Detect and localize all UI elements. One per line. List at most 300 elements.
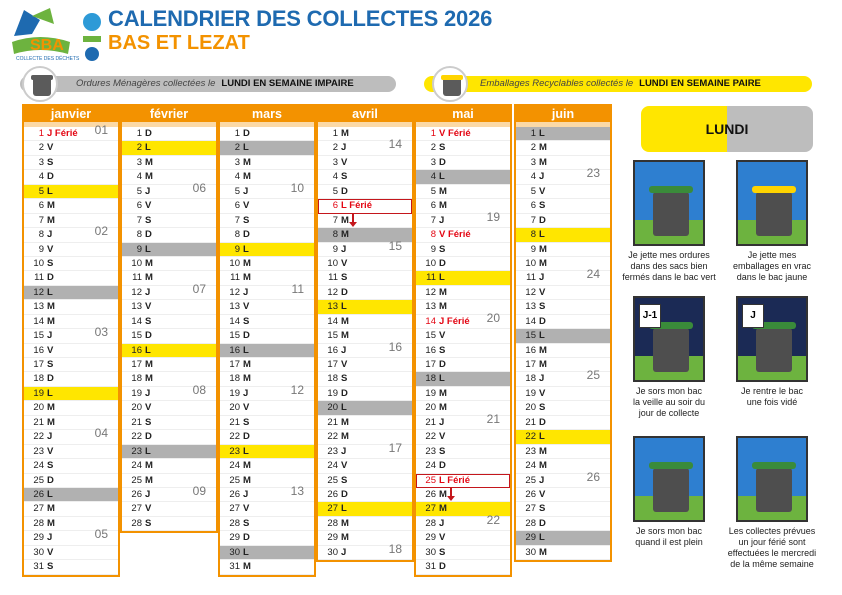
day-number: 26	[327, 488, 338, 500]
day-number: 20	[229, 402, 240, 414]
day-row	[516, 368, 610, 386]
day-letter: D	[341, 387, 348, 399]
day-row	[24, 156, 118, 170]
day-number: 25	[425, 474, 436, 486]
day-letter: D	[47, 474, 54, 486]
day-number: 24	[229, 460, 240, 472]
day-row	[516, 286, 610, 300]
day-number: 13	[525, 301, 536, 313]
day-letter: D	[243, 330, 250, 342]
day-row	[24, 445, 118, 459]
day-letter: J	[145, 286, 151, 298]
partner-logos	[80, 10, 104, 62]
day-letter: J	[243, 387, 249, 399]
day-number: 5	[136, 185, 142, 197]
day-letter: S	[145, 214, 152, 226]
day-letter: V	[243, 200, 250, 212]
day-number: 3	[136, 156, 142, 168]
day-letter: M	[243, 561, 251, 573]
day-row	[516, 430, 610, 444]
week-number: 10	[290, 180, 304, 195]
day-letter: J	[145, 185, 151, 197]
day-letter: M	[439, 301, 447, 313]
day-row	[516, 469, 610, 488]
day-number: 23	[327, 445, 338, 457]
day-letter: J	[341, 445, 347, 457]
day-row	[416, 546, 510, 560]
week-number: 17	[388, 440, 402, 455]
day-letter: L	[439, 171, 445, 183]
day-letter: S	[243, 214, 250, 226]
day-row	[220, 502, 314, 516]
day-letter: V	[341, 460, 348, 472]
day-letter: V	[341, 359, 348, 370]
day-letter: L	[439, 272, 445, 284]
day-number: 12	[131, 286, 142, 298]
day-row	[516, 401, 610, 415]
day-number: 7	[136, 214, 142, 226]
day-row	[516, 445, 610, 459]
day-row	[24, 401, 118, 415]
day-letter: S	[539, 402, 546, 414]
day-number: 5	[38, 185, 44, 197]
day-letter: D	[145, 431, 152, 443]
bin-icon	[756, 328, 792, 372]
day-letter: V	[145, 200, 152, 212]
day-number: 28	[525, 517, 536, 529]
day-letter: L	[47, 286, 53, 298]
day-number: 3	[530, 156, 536, 168]
day-row	[318, 185, 412, 199]
day-letter: D	[243, 128, 250, 139]
day-row	[220, 315, 314, 329]
day-row	[24, 527, 118, 545]
day-number: 6	[38, 200, 44, 212]
day-letter: M	[341, 431, 349, 443]
day-row	[24, 271, 118, 285]
day-number: 28	[229, 517, 240, 529]
day-row	[24, 358, 118, 372]
day-letter: M	[341, 229, 349, 241]
day-number: 13	[425, 301, 436, 313]
day-row	[516, 185, 610, 199]
day-number: 3	[234, 156, 240, 168]
day-letter: J	[145, 488, 151, 500]
day-row	[220, 483, 314, 502]
grey-bin-icon	[22, 66, 58, 102]
day-row	[220, 243, 314, 257]
month-février	[120, 104, 218, 533]
day-letter: V	[539, 387, 546, 399]
day-number: 8	[38, 229, 44, 241]
day-letter: D	[539, 517, 546, 529]
day-letter: M	[47, 200, 55, 212]
day-row	[24, 300, 118, 314]
day-letter: V	[439, 330, 446, 342]
day-letter: D	[243, 431, 250, 443]
day-number: 26	[229, 488, 240, 500]
svg-text:COLLECTE DES DÉCHETS: COLLECTE DES DÉCHETS	[16, 56, 80, 62]
day-letter: V Férié	[439, 128, 471, 139]
day-letter: J	[47, 532, 53, 544]
day-row	[220, 517, 314, 531]
day-letter: V	[243, 402, 250, 414]
day-letter: V	[145, 301, 152, 313]
day-number: 18	[33, 373, 44, 385]
instruction-picture-2	[736, 160, 808, 246]
day-row	[516, 267, 610, 285]
day-row	[220, 228, 314, 242]
day-row	[220, 180, 314, 199]
day-number: 3	[430, 156, 436, 168]
day-number: 5	[234, 185, 240, 197]
day-number: 13	[131, 301, 142, 313]
day-letter: L	[341, 301, 347, 313]
day-number: 5	[430, 185, 436, 197]
day-number: 22	[425, 431, 436, 443]
day-letter: M	[243, 171, 251, 183]
day-number: 19	[327, 387, 338, 399]
day-letter: M	[145, 171, 153, 183]
day-number: 11	[526, 272, 536, 284]
day-letter: L	[439, 373, 445, 385]
day-row	[24, 199, 118, 213]
day-row	[220, 156, 314, 170]
instruction-caption-4: Je rentre le bac une fois vidé	[740, 386, 804, 407]
day-row	[24, 426, 118, 444]
day-letter: D	[539, 315, 546, 327]
day-number: 4	[530, 171, 536, 183]
day-number: 30	[425, 546, 436, 558]
day-number: 6	[332, 200, 338, 212]
day-number: 11	[426, 272, 436, 284]
day-number: 28	[131, 517, 142, 529]
day-letter: D	[47, 171, 54, 183]
day-number: 29	[525, 532, 536, 544]
day-row	[516, 517, 610, 531]
day-letter: L	[145, 243, 151, 255]
day-letter: J	[341, 243, 347, 255]
day-number: 5	[530, 185, 536, 197]
day-letter: J Férié	[439, 315, 470, 327]
day-row	[516, 531, 610, 545]
day-number: 11	[34, 272, 44, 284]
day-letter: D	[341, 488, 348, 500]
month-juin	[514, 104, 612, 562]
week-number: 19	[486, 209, 500, 224]
instruction-picture-4	[736, 296, 808, 382]
day-row	[516, 243, 610, 257]
day-number: 19	[229, 387, 240, 399]
day-number: 25	[131, 474, 142, 486]
day-number: 18	[525, 373, 536, 385]
day-row	[416, 459, 510, 473]
day-row	[220, 344, 314, 358]
day-row	[122, 401, 216, 415]
commune-name: BAS ET LEZAT	[108, 32, 250, 54]
day-row	[318, 257, 412, 271]
day-letter: L Férié	[439, 474, 470, 486]
day-number: 25	[327, 474, 338, 486]
day-letter: M	[539, 142, 547, 154]
day-letter: J	[341, 142, 347, 154]
day-letter: D	[539, 214, 546, 226]
day-row	[318, 137, 412, 155]
day-row	[220, 141, 314, 155]
day-letter: V	[47, 344, 54, 356]
day-letter: J	[243, 488, 249, 500]
day-number: 27	[425, 503, 436, 515]
day-number: 26	[33, 488, 44, 500]
day-number: 24	[131, 460, 142, 472]
day-letter: V	[47, 445, 54, 457]
month-avril	[316, 104, 414, 562]
instruction-caption-1: Je jette mes ordures dans des sacs bien fermés dans le bac vert	[622, 250, 716, 282]
day-letter: J	[47, 431, 53, 443]
month-header: février	[122, 106, 216, 122]
day-number: 30	[229, 546, 240, 558]
day-number: 28	[327, 517, 338, 529]
day-number: 23	[425, 445, 436, 457]
day-number: 4	[332, 171, 338, 183]
day-row	[24, 387, 118, 401]
week-number: 12	[290, 382, 304, 397]
day-number: 19	[33, 387, 44, 399]
day-row	[122, 329, 216, 343]
day-number: 26	[131, 488, 142, 500]
day-row	[220, 546, 314, 560]
day-letter: M	[145, 359, 153, 370]
day-number: 5	[332, 185, 338, 197]
day-number: 27	[525, 503, 536, 515]
day-row	[516, 502, 610, 516]
day-number: 13	[327, 301, 338, 313]
day-number: 27	[229, 503, 240, 515]
day-row	[416, 411, 510, 430]
day-number: 7	[430, 214, 436, 226]
day-row	[318, 238, 412, 257]
day-row	[24, 170, 118, 184]
day-letter: M	[47, 315, 55, 327]
day-number: 1	[136, 128, 142, 139]
day-number: 29	[327, 532, 338, 544]
day-row	[220, 401, 314, 415]
day-row	[122, 281, 216, 300]
day-row	[516, 329, 610, 343]
day-number: 2	[38, 142, 44, 154]
legend-ordures-day: LUNDI EN SEMAINE IMPAIRE	[221, 78, 354, 89]
day-letter: J	[439, 517, 445, 529]
day-row	[122, 228, 216, 242]
day-letter: M	[243, 373, 251, 385]
day-letter: D	[145, 229, 152, 241]
day-number: 31	[229, 561, 240, 573]
day-row	[122, 382, 216, 401]
day-number: 16	[525, 344, 536, 356]
day-row	[24, 123, 118, 141]
day-row	[122, 344, 216, 358]
day-letter: L	[47, 185, 53, 197]
day-row	[24, 488, 118, 502]
day-letter: M	[243, 474, 251, 486]
instruction-picture-3	[633, 296, 705, 382]
day-row	[122, 483, 216, 502]
day-number: 4	[136, 171, 142, 183]
day-row	[122, 127, 216, 141]
day-row	[318, 401, 412, 415]
day-row	[24, 141, 118, 155]
day-number: 11	[132, 272, 142, 284]
legend-ordures-text: Ordures Ménagères collectées le	[76, 78, 216, 89]
day-letter: M	[439, 387, 447, 399]
week-number: 24	[586, 267, 600, 282]
day-row	[24, 546, 118, 560]
week-number: 09	[192, 483, 206, 498]
day-row	[318, 440, 412, 459]
day-number: 2	[430, 142, 436, 154]
day-number: 17	[327, 359, 338, 370]
day-row	[220, 281, 314, 300]
day-letter: M	[243, 257, 251, 269]
day-row	[24, 185, 118, 199]
day-number: 22	[131, 431, 142, 443]
day-number: 19	[525, 387, 536, 399]
day-letter: D	[243, 532, 250, 544]
day-letter: V	[439, 431, 446, 443]
bin-icon	[756, 192, 792, 236]
day-letter: M	[145, 257, 153, 269]
instruction-picture-6	[736, 436, 808, 522]
day-letter: M	[539, 445, 547, 457]
legend-emballages-day: LUNDI EN SEMAINE PAIRE	[639, 78, 761, 89]
day-number: 20	[327, 402, 338, 414]
day-letter: J	[145, 387, 151, 399]
day-number: 9	[38, 243, 44, 255]
instruction-caption-5: Je sors mon bac quand il est plein	[635, 526, 703, 547]
day-letter: M	[539, 359, 547, 370]
day-number: 24	[525, 460, 536, 472]
week-number: 20	[486, 310, 500, 325]
day-letter: D	[439, 257, 446, 269]
day-number: 12	[525, 286, 536, 298]
day-row	[516, 199, 610, 213]
day-number: 2	[234, 142, 240, 154]
day-row	[516, 387, 610, 401]
day-number: 1	[38, 128, 44, 139]
day-letter: M	[341, 416, 349, 428]
day-row	[122, 214, 216, 228]
day-letter: M	[47, 301, 55, 313]
day-letter: L	[341, 503, 347, 515]
day-number: 21	[327, 416, 338, 428]
day-row	[122, 257, 216, 271]
day-number: 15	[425, 330, 436, 342]
day-number: 12	[425, 286, 436, 298]
bin-lid	[752, 462, 796, 469]
day-letter: M	[539, 344, 547, 356]
day-letter: V	[539, 185, 546, 197]
day-number: 21	[33, 416, 44, 428]
day-letter: M	[145, 373, 153, 385]
day-letter: V Férié	[439, 229, 471, 241]
day-row	[416, 372, 510, 386]
day-row	[416, 512, 510, 531]
day-letter: J	[243, 185, 249, 197]
day-row	[220, 257, 314, 271]
day-row	[220, 445, 314, 459]
day-letter: M	[47, 503, 55, 515]
day-number: 11	[328, 272, 338, 284]
day-row	[416, 531, 510, 545]
day-row	[122, 430, 216, 444]
day-number: 28	[33, 517, 44, 529]
day-row	[318, 488, 412, 502]
day-number: 14	[525, 315, 536, 327]
day-letter: D	[145, 128, 152, 139]
month-header: juin	[516, 106, 610, 122]
day-row	[122, 180, 216, 199]
day-row	[516, 344, 610, 358]
day-number: 17	[131, 359, 142, 370]
day-row	[24, 459, 118, 473]
day-row	[318, 199, 412, 213]
day-number: 20	[33, 402, 44, 414]
day-row	[416, 474, 510, 488]
day-row	[122, 300, 216, 314]
day-row	[122, 141, 216, 155]
svg-text:SBA: SBA	[30, 37, 64, 54]
week-number: 08	[192, 382, 206, 397]
day-number: 4	[234, 171, 240, 183]
calendar-title: CALENDRIER DES COLLECTES 2026	[108, 6, 493, 31]
day-row	[122, 358, 216, 372]
day-letter: M	[243, 272, 251, 284]
day-row	[516, 546, 610, 560]
day-row	[220, 560, 314, 574]
day-number: 23	[131, 445, 142, 457]
day-row	[416, 344, 510, 358]
day-number: 26	[525, 488, 536, 500]
day-number: 21	[131, 416, 142, 428]
day-number: 29	[425, 532, 436, 544]
day-row	[416, 185, 510, 199]
day-number: 15	[229, 330, 240, 342]
day-letter: J	[47, 330, 53, 342]
day-letter: M	[341, 517, 349, 529]
day-letter: J Férié	[47, 128, 78, 139]
week-number: 07	[192, 281, 206, 296]
week-number: 03	[94, 325, 108, 340]
day-row	[516, 141, 610, 155]
day-row	[122, 445, 216, 459]
day-letter: M	[47, 416, 55, 428]
day-number: 6	[430, 200, 436, 212]
day-row	[122, 459, 216, 473]
day-number: 9	[234, 243, 240, 255]
day-letter: L	[47, 387, 53, 399]
day-letter: S	[439, 546, 446, 558]
day-row	[220, 329, 314, 343]
day-number: 27	[33, 503, 44, 515]
day-row	[122, 502, 216, 516]
day-letter: D	[439, 359, 446, 370]
week-number: 14	[388, 137, 402, 152]
day-letter: V	[243, 301, 250, 313]
day-number: 1	[234, 128, 240, 139]
week-number: 05	[94, 527, 108, 542]
day-number: 8	[530, 229, 536, 241]
day-row	[516, 166, 610, 184]
